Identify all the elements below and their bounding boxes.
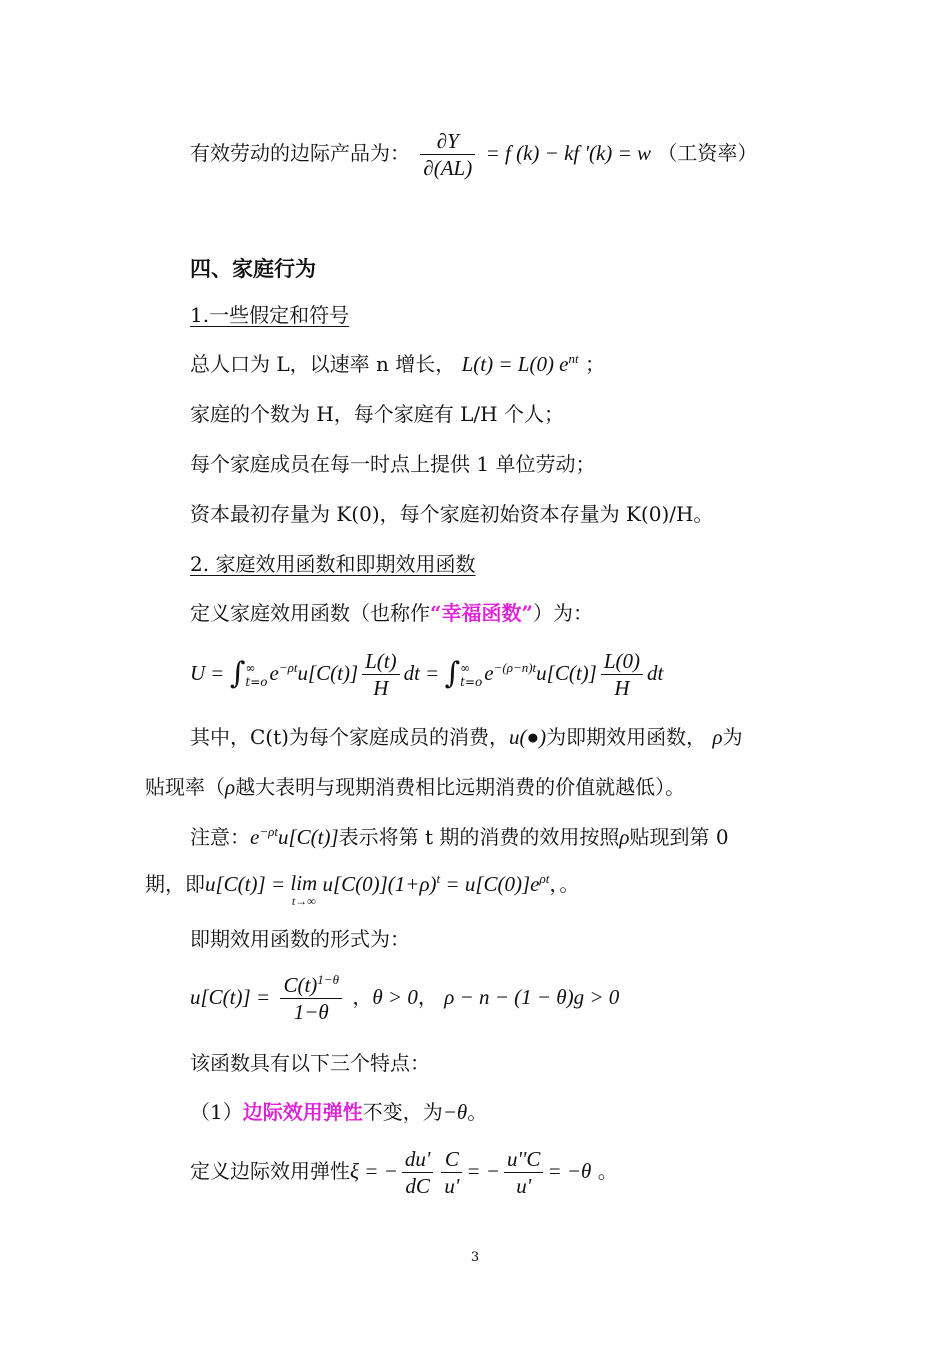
households-line: 家庭的个数为 H，每个家庭有 L/H 个人； — [190, 402, 564, 426]
define-end: ）为： — [533, 601, 594, 625]
form-line: 即期效用函数的形式为： — [190, 927, 410, 951]
where-text-d: 贴现率（ — [145, 775, 225, 799]
section-heading: 四、家庭行为 — [190, 257, 316, 281]
mpl-fraction: $\frac{\partial Y}{\partial(AL)}$ — [420, 128, 475, 181]
note-text-a: 注意： — [190, 825, 250, 849]
population-text: 总人口为 L，以速率 n 增长， — [190, 352, 456, 376]
crra-equation: u[C(t)] = $\frac{C(t)^{1-\theta}}{1-\theta}$ ，θ > 0， ρ − n − (1 − θ)g > 0 — [190, 972, 620, 1024]
utility-integral-equation: U = ∫ ∞ t=o $e^{-\rho t}u[C(t)]$ $\frac{L(t)}{H}$ dt = ∫ ∞ t=o $e^{-(\rho-n)t}u[C(t)]$ $\frac{L(0)}{H}$ dt — [190, 649, 664, 700]
define-line — [190, 600, 593, 626]
capital-line: 资本最初存量为 K(0)，每个家庭初始资本存量为 K(0)/H。 — [190, 502, 714, 526]
where-text-c: 为 — [722, 725, 743, 749]
note-text-e: ，。 — [549, 872, 580, 896]
where-text-b: 为即期效用函数， — [546, 725, 707, 749]
note-text-c: 贴现到第 0 — [629, 825, 729, 849]
features-line: 该函数具有以下三个特点： — [190, 1051, 430, 1075]
subsection-1-title: 1.一些假定和符号 — [190, 303, 350, 327]
where-line-2: 贴现率（ρ越大表明与现期消费相比远期消费的价值就越低）。 — [145, 775, 686, 799]
marginal-utility-elasticity-highlight: 边际效用弹性 — [242, 1100, 363, 1124]
where-text-a: 其中，C(t)为每个家庭成员的消费， — [190, 725, 509, 749]
mpl-tail: （工资率） — [657, 141, 758, 165]
feature-1-text: 不变，为 — [362, 1100, 443, 1124]
note-line-2: 期，即u[C(t)] = lim t→∞ $u[C(0)](1+\rho)^t = u[C(0)]e^{\rho t}$，。 — [145, 871, 580, 908]
where-text-e: 越大表明与现期消费相比远期消费的价值就越低）。 — [235, 775, 686, 799]
mpl-line — [190, 128, 757, 181]
page-number: 3 — [470, 1250, 480, 1265]
note-text-b: 表示将第 t 期的消费的效用按照 — [338, 825, 620, 849]
population-end: ； — [585, 352, 605, 376]
elasticity-text: 定义边际效用弹性 — [190, 1159, 350, 1183]
labor-line: 每个家庭成员在每一时点上提供 1 单位劳动； — [190, 452, 596, 476]
subsection-2-title: 2. 家庭效用函数和即期效用函数 — [190, 552, 476, 576]
feature-1-line: （1）边际效用弹性不变，为−θ。 — [190, 1100, 488, 1124]
where-line-1: 其中，C(t)为每个家庭成员的消费，u(●)为即期效用函数， ρ为 — [190, 725, 743, 749]
elasticity-end: 。 — [597, 1159, 618, 1183]
mpl-formula: = f (k) − kf '(k) = w — [485, 141, 651, 165]
population-line — [190, 351, 605, 377]
elasticity-line: 定义边际效用弹性ξ = − $\frac{du'}{dC}$ $\frac{C}{u'}$ = − $\frac{u''C}{u'}$ = −θ 。 — [190, 1147, 618, 1198]
feature-1-index: （1） — [190, 1100, 243, 1124]
note-text-d: 期，即 — [145, 872, 205, 896]
happiness-function-highlight: “幸福函数” — [430, 601, 534, 625]
population-formula: L(t) = L(0) $e^{nt}$ — [461, 351, 579, 376]
feature-1-end: 。 — [467, 1100, 488, 1124]
note-line-1: 注意：$e^{-\rho t}u[C(t)]$表示将第 t 期的消费的效用按照ρ贴现到第 0 — [190, 824, 729, 849]
mpl-label: 有效劳动的边际产品为： — [190, 141, 410, 165]
define-text: 定义家庭效用函数（也称作 — [190, 601, 430, 625]
